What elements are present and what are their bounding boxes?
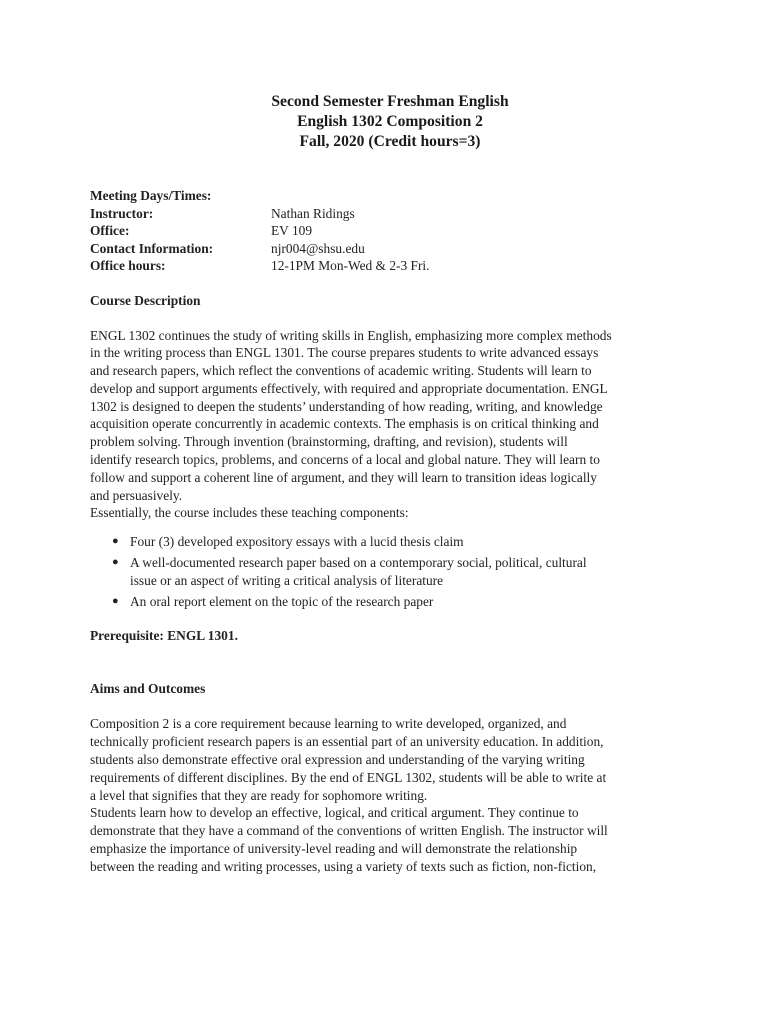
teaching-components-list xyxy=(112,533,690,610)
text-line: technically proficient research papers is an essential part of an university education. In addition, xyxy=(90,734,604,750)
text-line: problem solving. Through invention (brainstorming, drafting, and revision), students will xyxy=(90,434,568,450)
instructor-value: Nathan Ridings xyxy=(271,205,355,221)
hours-value: 12-1PM Mon-Wed & 2-3 Fri. xyxy=(271,258,430,273)
hours-label: Office hours: xyxy=(90,258,166,273)
text-line: identify research topics, problems, and concerns of a local and global nature. They will learn to xyxy=(90,452,600,468)
info-row-contact xyxy=(90,240,690,258)
office-value: EV 109 xyxy=(271,223,313,238)
list-item-text: An oral report element on the topic of the research paper xyxy=(130,593,434,609)
aims-outcomes-heading: Aims and Outcomes xyxy=(90,681,206,697)
text-line: Composition 2 is a core requirement because learning to write developed, organized, and xyxy=(90,716,567,732)
text-line: develop and support arguments effectively, with required and appropriate documentation. ENGL xyxy=(90,380,608,396)
list-item-text: issue or an aspect of writing a critical analysis of literature xyxy=(130,572,444,588)
bullet-icon: ● xyxy=(112,535,119,548)
info-row-office xyxy=(90,222,690,240)
text-line: Students learn how to develop an effective, logical, and critical argument. They continue to xyxy=(90,805,579,821)
text-line: and research papers, which reflect the conventions of academic writing. Students will learn to xyxy=(90,363,592,379)
aims-outcomes-body xyxy=(90,715,690,875)
info-row-instructor xyxy=(90,205,690,223)
list-item xyxy=(112,554,690,590)
course-info-table xyxy=(90,187,690,275)
list-item-text: Four (3) developed expository essays with a lucid thesis claim xyxy=(130,534,464,550)
prerequisite-heading: Prerequisite: ENGL 1301. xyxy=(90,628,238,644)
text-line: students also demonstrate effective oral expression and understanding of the varying writing xyxy=(90,752,585,768)
title-line-number: English 1302 Composition 2 xyxy=(297,113,483,130)
info-row-meeting xyxy=(90,187,690,205)
list-item-text: A well-documented research paper based on a contemporary social, political, cultural xyxy=(130,555,587,571)
list-item xyxy=(112,533,690,551)
text-line: between the reading and writing processes, using a variety of texts such as fiction, non-fiction, xyxy=(90,858,597,874)
course-description-body xyxy=(90,327,690,523)
meeting-label: Meeting Days/Times: xyxy=(90,188,212,203)
document-page xyxy=(90,92,690,876)
text-line: ENGL 1302 continues the study of writing skills in English, emphasizing more complex methods xyxy=(90,327,612,343)
text-line: acquisition operate concurrently in academic contexts. The emphasis is on critical thinking and xyxy=(90,416,599,432)
course-description-heading: Course Description xyxy=(90,292,201,308)
text-line: requirements of different disciplines. By the end of ENGL 1302, students will be able to write at xyxy=(90,769,607,785)
info-row-hours xyxy=(90,257,690,275)
text-line: in the writing process than ENGL 1301. The course prepares students to write advanced essays xyxy=(90,345,599,361)
title-line-term: Fall, 2020 (Credit hours=3) xyxy=(299,133,481,150)
document-title xyxy=(90,92,690,152)
contact-label: Contact Information: xyxy=(90,240,214,256)
title-line-course: Second Semester Freshman English xyxy=(271,93,509,110)
text-line: a level that signifies that they are ready for sophomore writing. xyxy=(90,787,428,803)
text-line: follow and support a coherent line of argument, and they will learn to transition ideas logically xyxy=(90,469,597,485)
list-item xyxy=(112,593,690,611)
text-line: Essentially, the course includes these teaching components: xyxy=(90,505,409,521)
bullet-icon: ● xyxy=(112,556,119,569)
text-line: 1302 is designed to deepen the students’ understanding of how reading, writing, and knowledge xyxy=(90,398,603,414)
text-line: emphasize the importance of university-level reading and will demonstrate the relationship xyxy=(90,841,578,857)
text-line: and persuasively. xyxy=(90,487,183,503)
text-line: demonstrate that they have a command of the conventions of written English. The instructor will xyxy=(90,823,608,839)
instructor-label: Instructor: xyxy=(90,205,154,221)
office-label: Office: xyxy=(90,223,130,238)
contact-email: njr004@shsu.edu xyxy=(271,240,365,256)
bullet-icon: ● xyxy=(112,594,119,607)
